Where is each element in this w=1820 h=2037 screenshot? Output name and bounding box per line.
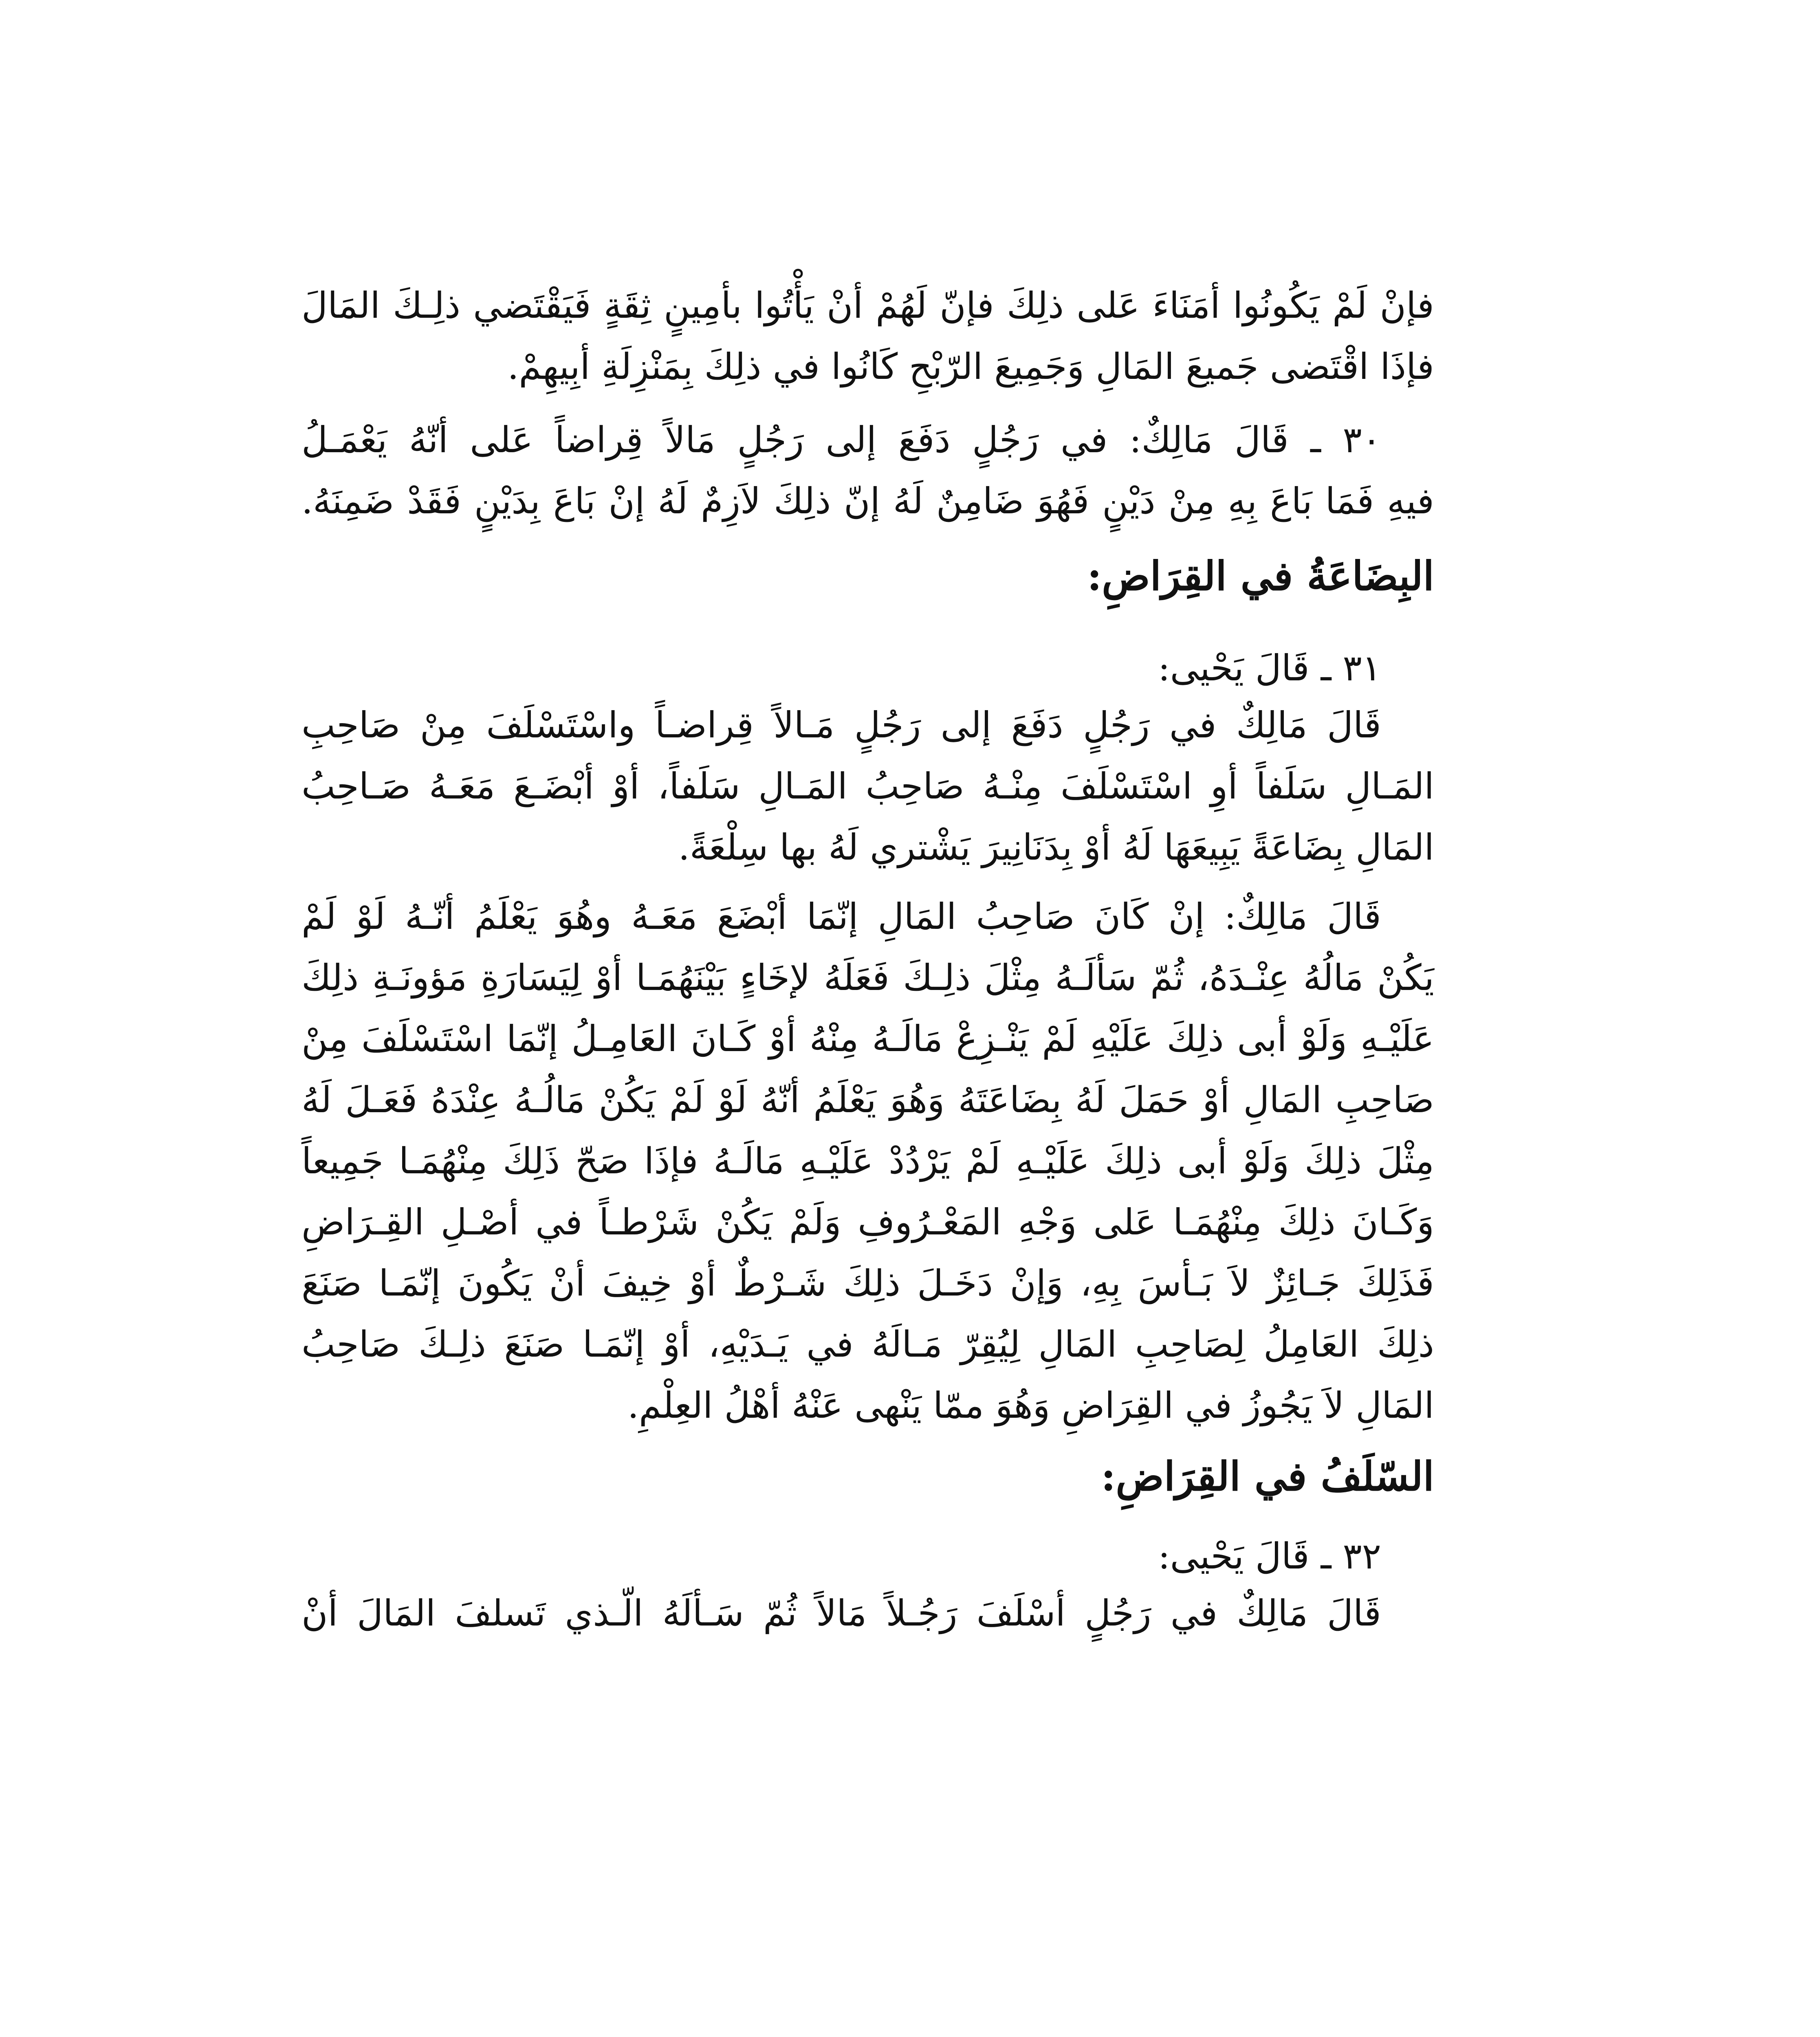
text-line: ٣٠ ـ قَالَ مَالِكٌ: في رَجُلٍ دَفَعَ إلى رَجُلٍ مَالاً قِراضاً عَلى أنّهُ يَعْمَـلُ [301,419,1381,461]
text-line: المَالِ لاَ يَجُوزُ في القِرَاضِ وَهُوَ ممّا يَنْهى عَنْهُ أهْلُ العِلْمِ. [627,1384,1434,1426]
text-line: فإذَا اقْتَضى جَميعَ المَالِ وَجَمِيعَ الرّبْحِ كَانُوا في ذلِكَ بِمَنْزِلَةِ أبِيهِمْ. [507,345,1434,387]
text-line: ذلِكَ العَامِلُ لِصَاحِبِ المَالِ لِيُقِرّ مَـالَهُ في يَـدَيْهِ، أوْ إنّمَـا صَنَعَ ذلِـكَ صَاحِبُ [301,1323,1434,1365]
text-line: فَذَلِكَ جَـائِزٌ لاَ بَـأسَ بِهِ، وَإنْ دَخَـلَ ذلِكَ شَـرْطٌ أوْ خِيفَ أنْ يَكُونَ إنّمَـا صَنَعَ [301,1262,1434,1304]
text-line: المَالِ بِضَاعَةً يَبِيعَهَا لَهُ أوْ بِدَنَانِيرَ يَشْتري لَهُ بها سِلْعَةً. [678,826,1434,868]
text-line: المَـالِ سَلَفاً أوِ اسْتَسْلَفَ مِنْـهُ صَاحِبُ المَـالِ سَلَفاً، أوْ أبْضَـعَ مَعَـهُ صَـاحِبُ [301,765,1434,807]
section-heading: البِضَاعَةُ في القِرَاضِ: [1087,553,1434,600]
section-heading: السّلَفُ في القِرَاضِ: [1101,1453,1434,1500]
text-line: صَاحِبِ المَالِ أوْ حَمَلَ لَهُ بِضَاعَتَهُ وَهُوَ يَعْلَمُ أنّهُ لَوْ لَمْ يَكُنْ مَالُـهُ عِنْدَهُ فَعَـلَ لَهُ [301,1079,1434,1121]
text-line: عَلَيْـهِ وَلَوْ أبى ذلِكَ عَلَيْهِ لَمْ يَنْـزِعْ مَالَـهُ مِنْهُ أوْ كَـانَ العَامِـلُ إنّمَا اسْتَسْلَفَ مِنْ [301,1018,1434,1060]
text-line: قَالَ مَالِكٌ في رَجُلٍ أسْلَفَ رَجُـلاً مَالاً ثُمّ سَـألَهُ الّـذي تَسلفَ المَالَ أنْ [301,1592,1381,1634]
text-line: وَكَـانَ ذلِكَ مِنْهُمَـا عَلى وَجْهِ المَعْـرُوفِ وَلَمْ يَكُنْ شَرْطـاً في أصْـلِ القِـرَاضِ [301,1201,1434,1243]
text-line: يَكُنْ مَالُهُ عِنْـدَهُ، ثُمّ سَألَـهُ مِثْلَ ذلِـكَ فَعَلَهُ لإخَاءٍ بَيْنَهُمَـا أوْ لِيَسَارَةِ مَؤونَـةِ ذلِكَ [301,957,1434,999]
text-line: فيهِ فَمَا بَاعَ بِهِ مِنْ دَيْنٍ فَهُوَ ضَامِنٌ لَهُ إنّ ذلِكَ لاَزِمٌ لَهُ إنْ بَاعَ بِدَيْنٍ فَقَدْ ضَمِنَهُ. [301,480,1434,522]
text-line: ٣١ ـ قَالَ يَحْيى: [1158,647,1381,689]
text-line: مِثْلَ ذلِكَ وَلَوْ أبى ذلِكَ عَلَيْـهِ لَمْ يَرْدُدْ عَلَيْـهِ مَالَـهُ فإذَا صَحّ ذَلِكَ مِنْهُمَـا جَمِيعاً [301,1140,1434,1182]
text-line: قَالَ مَالِكٌ: إنْ كَانَ صَاحِبُ المَالِ إنّمَا أبْضَعَ مَعَـهُ وهُوَ يَعْلَمُ أنّـهُ لَوْ لَمْ [301,895,1381,937]
text-line: ٣٢ ـ قَالَ يَحْيى: [1158,1535,1381,1577]
text-line: فإنْ لَمْ يَكُونُوا أمَنَاءَ عَلى ذلِكَ فإنّ لَهُمْ أنْ يَأْتُوا بأمِينٍ ثِقَةٍ فَيَقْتَضي ذلِـكَ المَالَ [301,284,1434,326]
text-line: قَالَ مَالِكٌ في رَجُلٍ دَفَعَ إلى رَجُلٍ مَـالاً قِراضـاً واسْتَسْلَفَ مِنْ صَاحِبِ [301,704,1381,746]
